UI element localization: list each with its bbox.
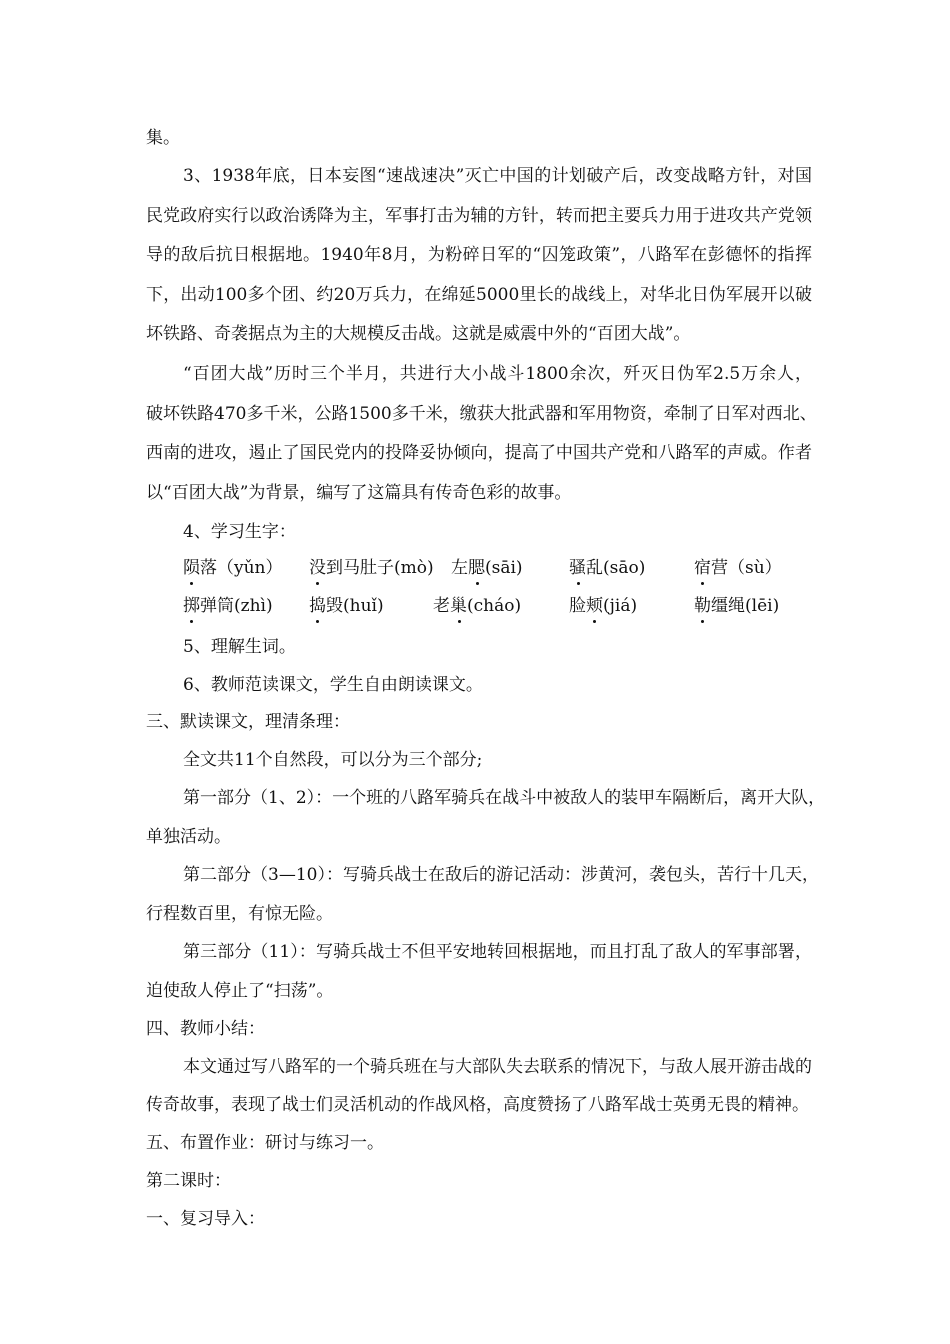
section-heading: 第二课时： [146, 1171, 231, 1191]
emphasis-dot [316, 582, 319, 585]
list-item-heading: 4、学习生字： [183, 522, 296, 542]
paragraph-line: 西南的进攻，遏止了国民党内的投降妥协倾向，提高了中国共产党和八路军的声威。作者 [146, 443, 812, 463]
list-item: 5、理解生词。 [183, 637, 296, 657]
paragraph-line: 集。 [146, 128, 180, 148]
emphasis-dot [593, 620, 596, 623]
paragraph-line: 以“百团大战”为背景，编写了这篇具有传奇色彩的故事。 [146, 483, 572, 503]
emphasis-dot [701, 582, 704, 585]
paragraph-line: “百团大战”历时三个半月，共进行大小战斗1800余次，歼灭日伪军2.5万余人， [183, 364, 812, 384]
emphasis-dot [458, 620, 461, 623]
vocab-item: 陨落（yǔn） [183, 558, 283, 578]
emphasis-dot [701, 620, 704, 623]
emphasis-dot [476, 582, 479, 585]
paragraph-line: 下，出动100多个团、约20万兵力，在绵延5000里长的战线上，对华北日伪军展开以破 [146, 285, 812, 305]
emphasis-dot [190, 620, 193, 623]
paragraph-line: 破坏铁路470多千米，公路1500多千米，缴获大批武器和军用物资，牵制了日军对西北、 [146, 404, 817, 424]
paragraph-line: 坏铁路、奇袭据点为主的大规模反击战。这就是威震中外的“百团大战”。 [146, 324, 691, 344]
vocab-item: 骚乱(sāo) [569, 558, 646, 578]
emphasis-dot [190, 582, 193, 585]
paragraph-line: 传奇故事，表现了战士们灵活机动的作战风格，高度赞扬了八路军战士英勇无畏的精神。 [146, 1095, 809, 1115]
list-item: 6、教师范读课文，学生自由朗读课文。 [183, 675, 483, 695]
vocab-item: 宿营（sù） [694, 558, 782, 578]
paragraph-line: 第二部分（3—10）：写骑兵战士在敌后的游记活动：涉黄河，袭包头，苦行十几天， [183, 865, 819, 885]
section-heading: 一、复习导入： [146, 1209, 265, 1229]
paragraph-line: 第一部分（1、2）：一个班的八路军骑兵在战斗中被敌人的装甲车隔断后，离开大队， [183, 788, 826, 808]
emphasis-dot [577, 582, 580, 585]
vocab-item: 勒缰绳(lēi) [694, 596, 780, 616]
section-heading: 五、布置作业：研讨与练习一。 [146, 1133, 384, 1153]
paragraph-line: 本文通过写八路军的一个骑兵班在与大部队失去联系的情况下，与敌人展开游击战的 [183, 1057, 812, 1077]
vocab-item: 左腮(sāi) [451, 558, 523, 578]
paragraph-line: 全文共11个自然段，可以分为三个部分; [183, 750, 483, 770]
vocab-item: 老巢(cháo) [433, 596, 522, 616]
paragraph-line: 行程数百里，有惊无险。 [146, 904, 333, 924]
paragraph-line: 3、1938年底，日本妄图“速战速决”灭亡中国的计划破产后，改变战略方针，对国 [183, 166, 812, 186]
paragraph-line: 导的敌后抗日根据地。1940年8月，为粉碎日军的“囚笼政策”，八路军在彭德怀的指挥 [146, 245, 812, 265]
paragraph-line: 迫使敌人停止了“扫荡”。 [146, 981, 334, 1001]
paragraph-line: 民党政府实行以政治诱降为主，军事打击为辅的方针，转而把主要兵力用于进攻共产党领 [146, 206, 812, 226]
vocab-item: 掷弹筒(zhì) [183, 596, 273, 616]
vocab-item: 脸颊(jiá) [569, 596, 638, 616]
vocab-item: 没到马肚子(mò) [309, 558, 434, 578]
vocab-item: 捣毁(huǐ) [309, 596, 384, 616]
paragraph-line: 第三部分（11）：写骑兵战士不但平安地转回根据地，而且打乱了敌人的军事部署， [183, 942, 812, 962]
emphasis-dot [316, 620, 319, 623]
section-heading: 三、默读课文，理清条理： [146, 712, 350, 732]
paragraph-line: 单独活动。 [146, 827, 231, 847]
section-heading: 四、教师小结： [146, 1019, 265, 1039]
